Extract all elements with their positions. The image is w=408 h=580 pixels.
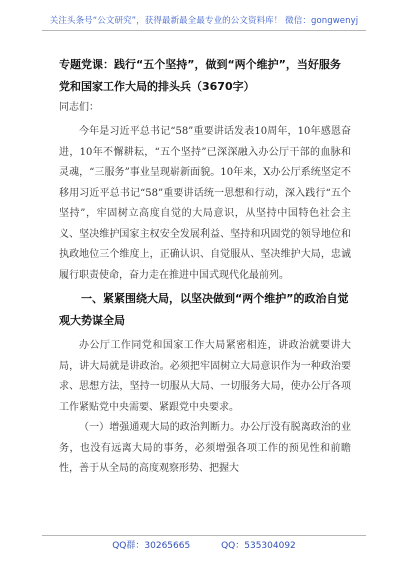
footer-divider — [42, 535, 366, 536]
section1-subpoint-1: （一）增强通观大局的政治判断力。办公厅没有脱离政治的业务，也没有远离大局的事务，必须增强各项工作的预见性和前瞻性，善于从全局的高度观察形势、把握大 — [59, 422, 351, 474]
intro-paragraph: 今年是习近平总书记“58”重要讲话发表10周年，10年感恩奋进，10年不懈耕耘，“五个坚持”已深深融入办公厅干部的血脉和灵魂，“三服务”事业呈现崭新面貌。10年来，X办公厅系统坚定不移用习近平总书记“58”重要讲话统一思想和行动，深入践行“五个坚持”，牢固树立高度自觉的大局意识，从坚持中国特色社会主义、坚决维护国家主权安全发展利益、坚持和巩固党的领导地位和执政地位三个维度上，正确认识、自觉服从、坚决维护大局，忠诚履行职责使命，奋力走在推进中国式现代化最前列。 — [59, 126, 351, 281]
salutation: 同志们： — [59, 102, 99, 113]
document-title: 专题党课：践行“五个坚持”，做到“两个维护”，当好服务党和国家工作大局的排头兵（3670字） — [59, 58, 341, 93]
section-heading-1: 一、紧紧围绕大局，以坚决做到“两个维护”的政治自觉观大势谋全局 — [59, 292, 349, 327]
section1-paragraph: 办公厅工作同党和国家工作大局紧密相连，讲政治就要讲大局，讲大局就是讲政治。必须把牢固树立大局意识作为一种政治要求、思想方法，坚持一切服从大局、一切服务大局，使办公厅各项工作紧贴党中央需要、紧跟党中央要求。 — [59, 340, 351, 413]
footer-qq-number: QQ：535304092 — [221, 541, 296, 551]
footer-qq-group: QQ群：30265665 — [112, 541, 191, 551]
document-body — [59, 54, 351, 480]
header-divider — [42, 30, 366, 31]
page-footer — [0, 538, 408, 551]
page-header-promo: 关注头条号“公文研究”，获得最新最全最专业的公文资料库！ 微信：gongwenyj — [49, 16, 359, 26]
